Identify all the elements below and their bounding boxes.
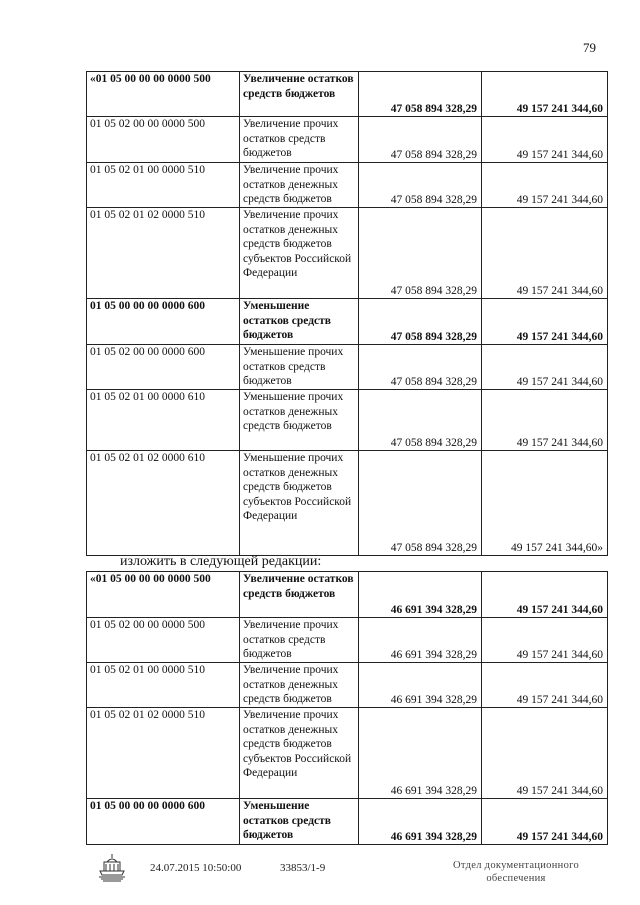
row-value-2: 49 157 241 344,60 [482,618,608,663]
row-value-2: 49 157 241 344,60 [482,345,608,390]
row-code: 01 05 02 01 00 0000 510 [87,163,240,208]
row-value-2: 49 157 241 344,60 [482,163,608,208]
row-value-2: 49 157 241 344,60 [482,572,608,618]
table-row [87,663,608,708]
row-code: 01 05 00 00 00 0000 600 [87,799,240,845]
row-name: Уменьшение прочих остатков средств бюджетов [240,345,359,390]
row-code: 01 05 02 01 02 0000 510 [87,208,240,299]
row-name: Увеличение прочих остатков денежных средств бюджетов [240,663,359,708]
row-value-1: 46 691 394 328,29 [359,572,482,618]
table-row [87,72,608,117]
row-value-1: 47 058 894 328,29 [359,345,482,390]
row-value-1: 47 058 894 328,29 [359,208,482,299]
row-name: Увеличение прочих остатков денежных средств бюджетов субъектов Российской Федерации [240,708,359,799]
row-code: «01 05 00 00 00 0000 500 [87,72,240,117]
row-name: Увеличение прочих остатков средств бюджетов [240,117,359,163]
row-value-1: 47 058 894 328,29 [359,451,482,556]
row-name: Увеличение прочих остатков денежных средств бюджетов [240,163,359,208]
row-name: Уменьшение остатков средств бюджетов [240,799,359,845]
row-code: 01 05 02 00 00 0000 500 [87,618,240,663]
row-value-1: 47 058 894 328,29 [359,390,482,451]
row-value-1: 47 058 894 328,29 [359,117,482,163]
row-code: 01 05 02 01 02 0000 510 [87,708,240,799]
row-value-1: 47 058 894 328,29 [359,299,482,345]
footer-timestamp: 24.07.2015 10:50:00 [150,862,242,874]
row-code: 01 05 00 00 00 0000 600 [87,299,240,345]
row-value-2: 49 157 241 344,60 [482,390,608,451]
row-code: 01 05 02 01 02 0000 610 [87,451,240,556]
row-value-2: 49 157 241 344,60 [482,663,608,708]
row-value-2: 49 157 241 344,60 [482,708,608,799]
table-row [87,208,608,299]
table-row [87,299,608,345]
row-code: 01 05 02 01 00 0000 510 [87,663,240,708]
row-value-1: 46 691 394 328,29 [359,618,482,663]
row-name: Увеличение остатков средств бюджетов [240,572,359,618]
row-value-1: 47 058 894 328,29 [359,72,482,117]
row-value-1: 46 691 394 328,29 [359,663,482,708]
table-row [87,163,608,208]
table-row [87,451,608,556]
row-name: Уменьшение остатков средств бюджетов [240,299,359,345]
row-value-1: 46 691 394 328,29 [359,708,482,799]
row-value-2: 49 157 241 344,60 [482,117,608,163]
department-stamp: Отдел документационного обеспечения [452,860,580,884]
table-row [87,799,608,845]
row-name: Увеличение остатков средств бюджетов [240,72,359,117]
table-row [87,708,608,799]
row-value-2: 49 157 241 344,60 [482,208,608,299]
row-value-1: 47 058 894 328,29 [359,163,482,208]
row-value-2: 49 157 241 344,60 [482,299,608,345]
table-row [87,572,608,618]
table-row [87,117,608,163]
row-code: 01 05 02 00 00 0000 600 [87,345,240,390]
row-name: Увеличение прочих остатков средств бюджетов [240,618,359,663]
table-row [87,345,608,390]
row-code: 01 05 02 01 00 0000 610 [87,390,240,451]
row-value-2: 49 157 241 344,60 [482,799,608,845]
budget-table-after [86,571,608,845]
table-row [87,390,608,451]
page-number: 79 [583,40,596,55]
row-value-2: 49 157 241 344,60 [482,72,608,117]
amendment-text: изложить в следующей редакции: [120,554,322,569]
table-row [87,618,608,663]
row-value-2: 49 157 241 344,60» [482,451,608,556]
footer-doc-code: 33853/1-9 [280,862,326,874]
row-name: Увеличение прочих остатков денежных средств бюджетов субъектов Российской Федерации [240,208,359,299]
budget-table-before [86,71,608,556]
row-code: 01 05 02 00 00 0000 500 [87,117,240,163]
row-code: «01 05 00 00 00 0000 500 [87,572,240,618]
row-name: Уменьшение прочих остатков денежных средств бюджетов [240,390,359,451]
row-value-1: 46 691 394 328,29 [359,799,482,845]
emblem-icon [96,852,128,886]
row-name: Уменьшение прочих остатков денежных средств бюджетов субъектов Российской Федерации [240,451,359,556]
